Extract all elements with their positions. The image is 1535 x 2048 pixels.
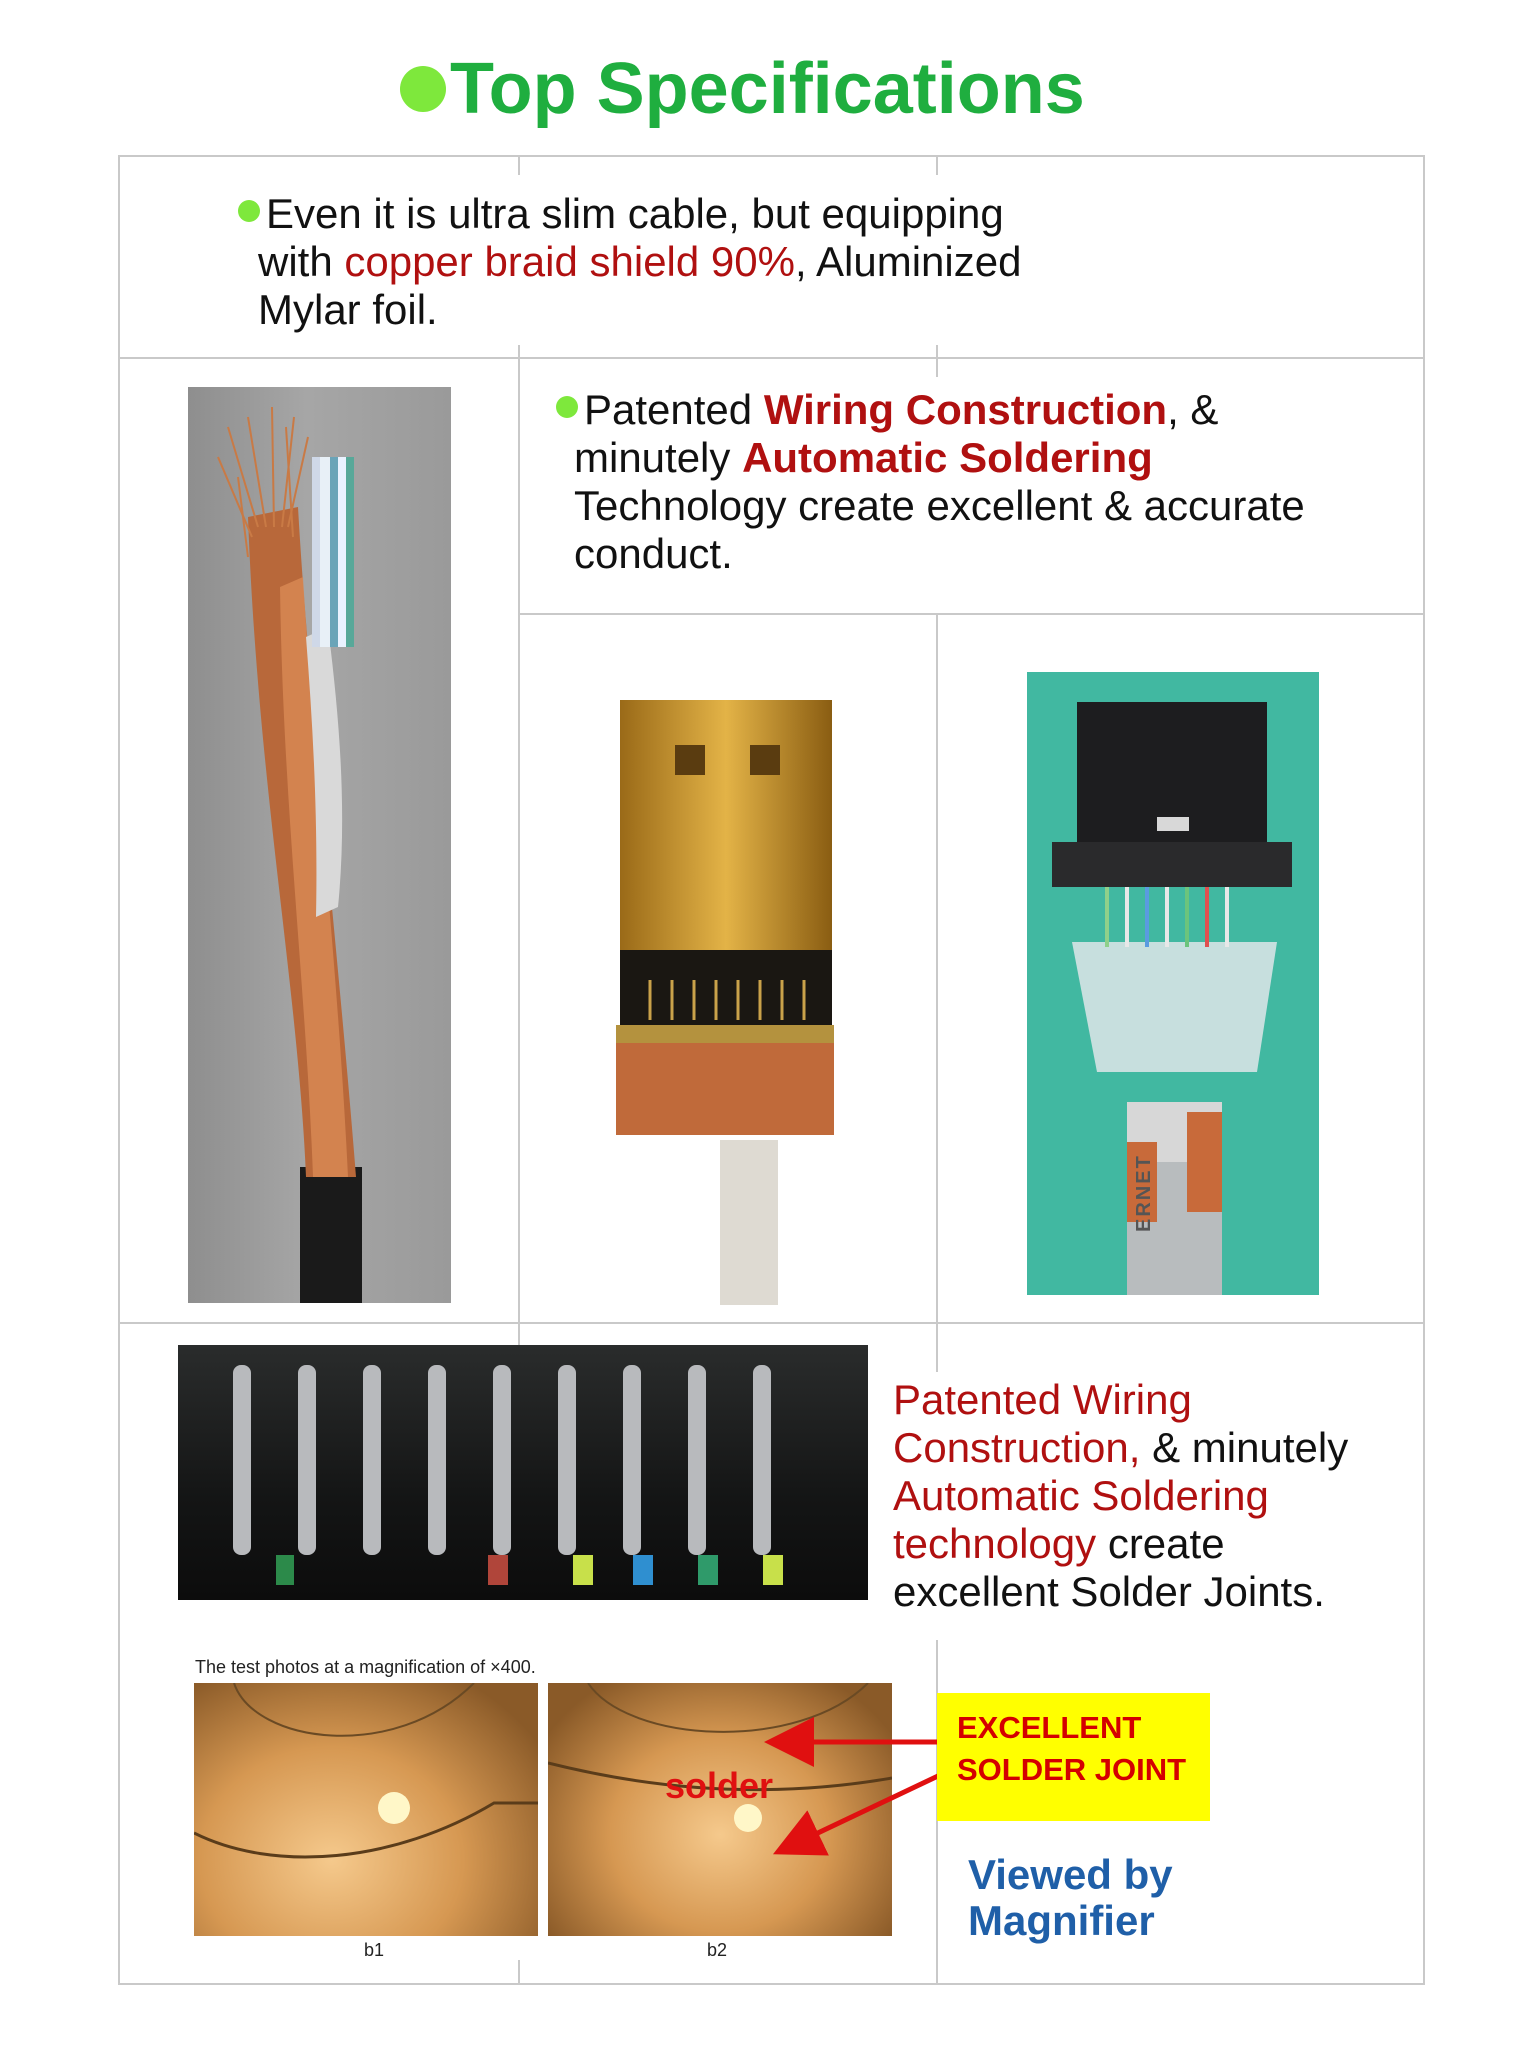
- spec-2-line-4: conduct.: [574, 530, 733, 577]
- wiring-construction-highlight: Wiring Construction: [763, 386, 1168, 433]
- grid-left: [118, 155, 120, 1985]
- gold-connector-photo: [610, 680, 850, 1305]
- page-title-text: Top Specifications: [450, 49, 1085, 129]
- page-title: [400, 48, 1085, 130]
- black-connector-photo: [1027, 672, 1319, 1295]
- grid-row-3: [118, 1322, 1425, 1324]
- spec-1-line-1: Even it is ultra slim cable, but equipping: [266, 190, 1004, 237]
- grid-tick: [936, 345, 938, 377]
- spec-3-paragraph: Patented Wiring Construction, & minutely Automatic Soldering technology create excellent Solder Joints.: [893, 1376, 1413, 1616]
- spec-3-line-1: Patented Wiring: [893, 1376, 1192, 1423]
- grid-col-2: [936, 613, 938, 1322]
- bullet-icon: [238, 200, 260, 222]
- grid-tick: [518, 1960, 520, 1984]
- solder-label: solder: [665, 1765, 774, 1806]
- grid-tick: [936, 155, 938, 175]
- spec-2-line-3: Technology create excellent & accurate: [574, 482, 1305, 529]
- spec-1-paragraph: Even it is ultra slim cable, but equipping with copper braid shield 90%, Aluminized Mylar foil.: [238, 190, 1138, 334]
- photo-label-b1: b1: [364, 1940, 385, 1960]
- magnification-caption: The test photos at a magnification of ×400.: [195, 1657, 536, 1677]
- photo-label-b2: b2: [707, 1940, 728, 1960]
- grid-tick: [518, 155, 520, 175]
- viewed-by-magnifier-label: Viewed by Magnifier: [968, 1851, 1173, 1944]
- bullet-icon: [400, 66, 446, 112]
- automatic-soldering-highlight: Automatic Soldering: [742, 434, 1153, 481]
- magnified-photo-b1: [194, 1683, 538, 1936]
- grid-top: [118, 155, 1425, 157]
- excellent-solder-joint-callout: [937, 1693, 1210, 1821]
- grid-col-1: [518, 359, 520, 1322]
- callout-arrows: [760, 1700, 940, 1860]
- copper-braid-highlight: copper braid shield 90%: [344, 238, 795, 285]
- stripped-cable-photo: [188, 387, 451, 1303]
- grid-row-1: [118, 357, 1425, 359]
- cable-print-text: ERNET: [1133, 1154, 1155, 1232]
- bullet-icon: [556, 396, 578, 418]
- spec-3-line-5: excellent Solder Joints.: [893, 1568, 1325, 1615]
- spec-2-paragraph: Patented Wiring Construction, & minutely Automatic Soldering Technology create excellent & accurate conduct.: [556, 386, 1416, 578]
- grid-bottom: [118, 1983, 1425, 1985]
- grid-row-2: [518, 613, 1425, 615]
- grid-right: [1423, 155, 1425, 1985]
- grid-tick: [936, 1322, 938, 1372]
- solder-pins-photo: [178, 1345, 868, 1600]
- spec-3-line-3: Automatic Soldering: [893, 1472, 1269, 1519]
- callout-line-2: SOLDER JOINT: [957, 1752, 1187, 1787]
- spec-1-line-3: Mylar foil.: [258, 286, 438, 333]
- callout-line-1: EXCELLENT: [957, 1710, 1142, 1745]
